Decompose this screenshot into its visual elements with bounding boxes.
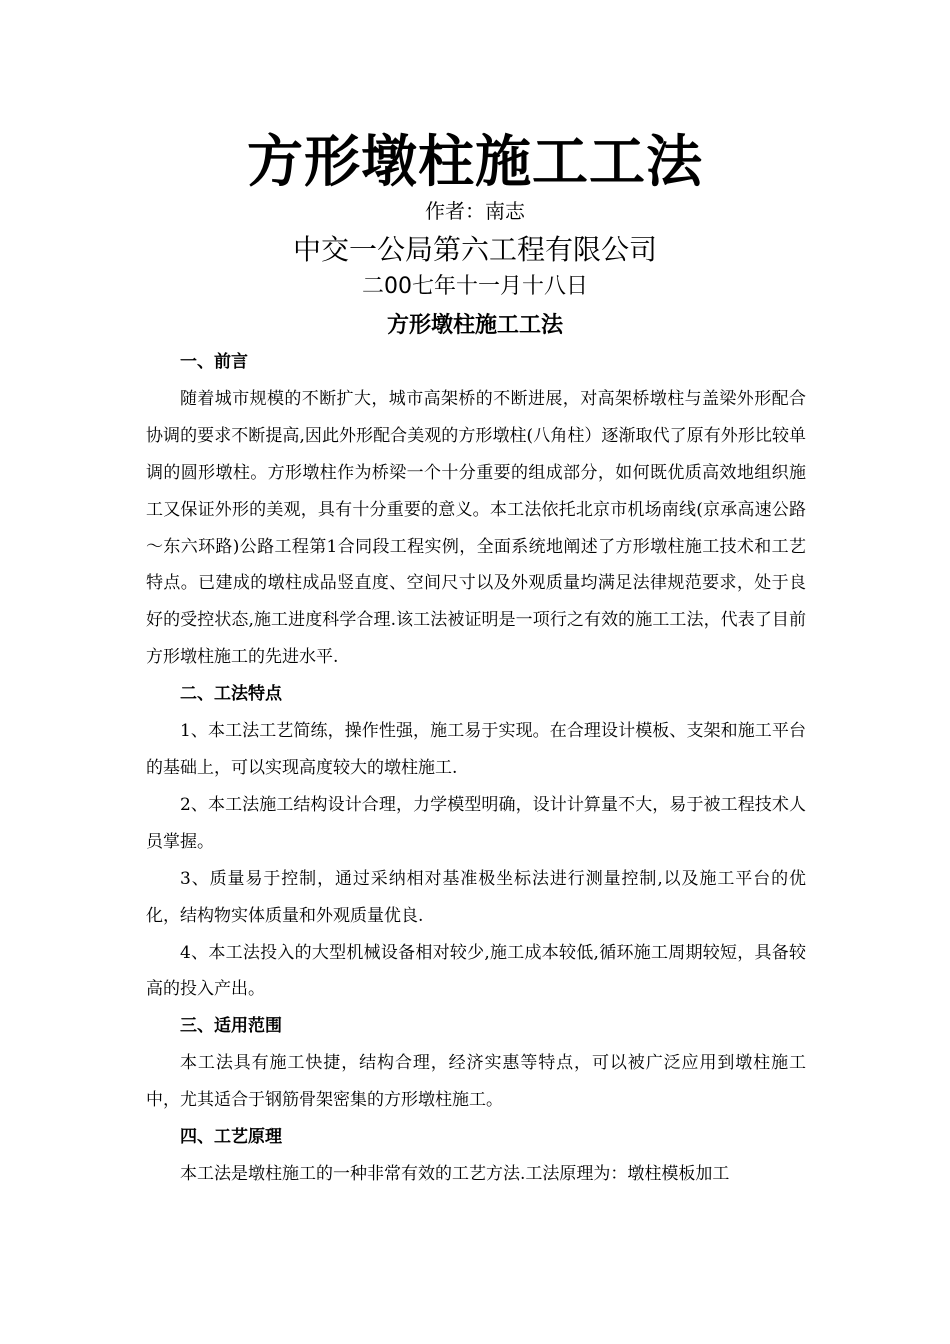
section-heading-features: 二、工法特点 [180,684,282,705]
document-subtitle: 方形墩柱施工工法 [386,312,563,338]
paragraph: 随着城市规模的不断扩大，城市高架桥的不断进展，对高架桥墩柱与盖梁外形配合协调的要求不断提高,因此外形配合美观的方形墩柱(八角柱）逐渐取代了原有外形比较单调的圆形墩柱。方形墩柱作为桥梁一个十分重要的组成部分，如何既优质高效地组织施工又保证外形的美观，具有十分重要的意义。本工法依托北京市机场南线(京承高速公路～东六环路)公路工程第1合同段工程实例，全面系统地阐述了方形墩柱施工技术和工艺特点。已建成的墩柱成品竖直度、空间尺寸以及外观质量均满足法律规范要求，处于良好的受控状态,施工进度科学合理.该工法被证明是一项行之有效的施工工法，代表了目前方形墩柱施工的先进水平. [146,388,806,668]
paragraph: 本工法具有施工快捷，结构合理，经济实惠等特点，可以被广泛应用到墩柱施工中，尤其适合于钢筋骨架密集的方形墩柱施工。 [146,1053,806,1111]
paragraph: 4、本工法投入的大型机械设备相对较少,施工成本较低,循环施工周期较短，具备较高的投入产出。 [146,942,806,1000]
document-body [146,344,806,1193]
paragraph: 2、本工法施工结构设计合理，力学模型明确，设计计算量不大，易于被工程技术人员掌握。 [146,794,806,852]
section-heading-scope: 三、适用范围 [180,1016,282,1037]
company-name: 中交一公局第六工程有限公司 [292,233,657,266]
section-heading-preface: 一、前言 [180,352,248,372]
paragraph: 本工法是墩柱施工的一种非常有效的工艺方法.工法原理为：墩柱模板加工 [180,1163,730,1184]
document-date: 二00七年十一月十八日 [362,274,588,299]
paragraph: 3、质量易于控制，通过采纳相对基准极坐标法进行测量控制,以及施工平台的优化，结构物实体质量和外观质量优良. [146,868,806,926]
section-heading-principle: 四、工艺原理 [180,1127,282,1148]
paragraph: 1、本工法工艺简练，操作性强，施工易于实现。在合理设计模板、支架和施工平台的基础上，可以实现高度较大的墩柱施工. [146,721,806,778]
document-title: 方形墩柱施工工法 [247,130,703,195]
author-line: 作者：南志 [425,199,525,223]
